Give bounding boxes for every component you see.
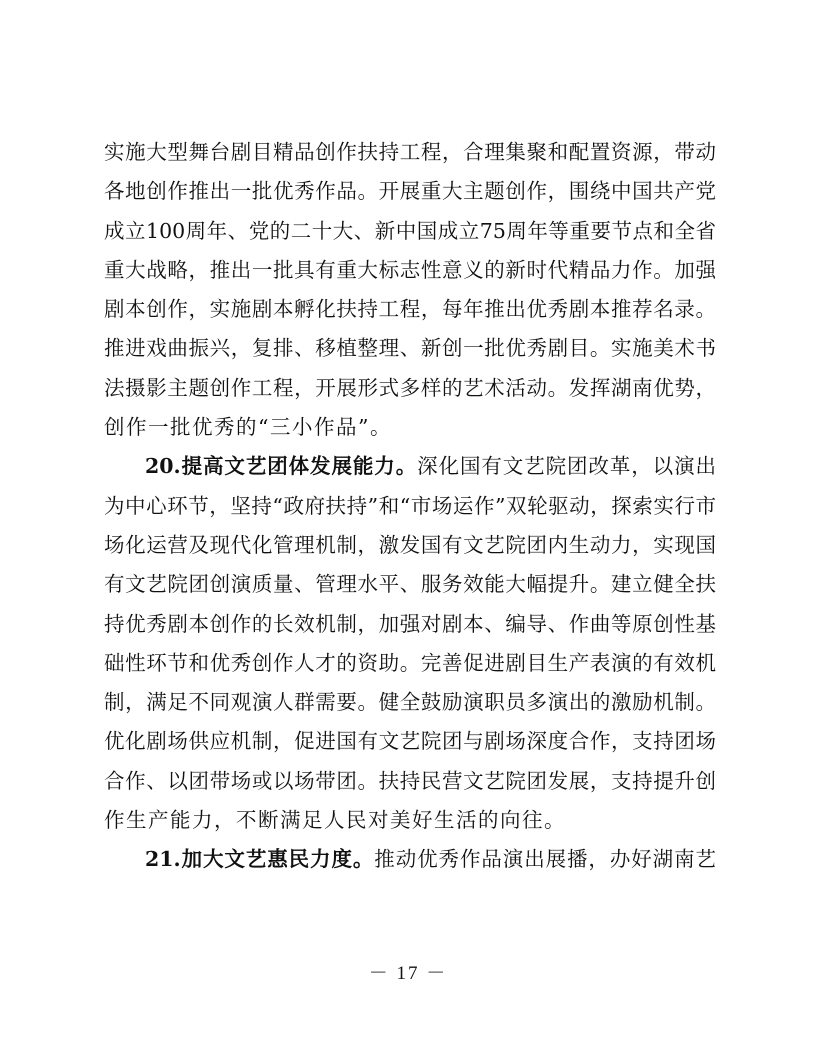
text-line: 有文艺院团创演质量、管理水平、服务效能大幅提升。建立健全扶 bbox=[104, 572, 716, 597]
text-line: 场化运营及现代化管理机制，激发国有文艺院团内生动力，实现国 bbox=[104, 532, 716, 557]
paragraph-21-first-line bbox=[104, 840, 716, 879]
text-line: 成立100周年、党的二十大、新中国成立75周年等重要节点和全省 bbox=[104, 218, 716, 243]
section-heading-20: 20.提高文艺团体发展能力。 bbox=[145, 454, 418, 479]
text-line: 各地创作推出一批优秀作品。开展重大主题创作，围绕中国共产党 bbox=[104, 179, 716, 204]
text-line: 持优秀剧本创作的长效机制，加强对剧本、编导、作曲等原创性基 bbox=[104, 611, 716, 636]
paragraph-20-first-line bbox=[104, 447, 716, 486]
text-line: 制，满足不同观演人群需要。健全鼓励演职员多演出的激励机制。 bbox=[104, 690, 716, 715]
text-line: 础性环节和优秀创作人才的资助。完善促进剧目生产表演的有效机 bbox=[104, 650, 716, 675]
section-heading-21: 21.加大文艺惠民力度。 bbox=[145, 847, 375, 872]
text-line: 法摄影主题创作工程，开展形式多样的艺术活动。发挥湖南优势， bbox=[104, 375, 716, 400]
text-line: 作生产能力，不断满足人民对美好生活的向往。 bbox=[104, 808, 566, 833]
text-line: 为中心环节，坚持“政府扶持”和“市场运作”双轮驱动，探索实行市 bbox=[104, 493, 716, 518]
text-line: 合作、以团带场或以场带团。扶持民营文艺院团发展，支持提升创 bbox=[104, 768, 716, 793]
text-line: 优化剧场供应机制，促进国有文艺院团与剧场深度合作，支持团场 bbox=[104, 729, 716, 754]
page-number: － 17 － bbox=[368, 963, 448, 984]
paragraph-text: 推动优秀作品演出展播，办好湖南艺 bbox=[374, 847, 716, 872]
text-line: 剧本创作，实施剧本孵化扶持工程，每年推出优秀剧本推荐名录。 bbox=[104, 297, 716, 322]
paragraph-text: 深化国有文艺院团改革，以演出 bbox=[417, 454, 716, 479]
text-line: 重大战略，推出一批具有重大标志性意义的新时代精品力作。加强 bbox=[104, 257, 716, 282]
text-line: 创作一批优秀的“三小作品”。 bbox=[104, 415, 392, 440]
text-line: 推进戏曲振兴，复排、移植整理、新创一批优秀剧目。实施美术书 bbox=[104, 336, 716, 361]
body-text bbox=[104, 133, 716, 880]
text-line: 实施大型舞台剧目精品创作扶持工程，合理集聚和配置资源，带动 bbox=[104, 140, 716, 164]
